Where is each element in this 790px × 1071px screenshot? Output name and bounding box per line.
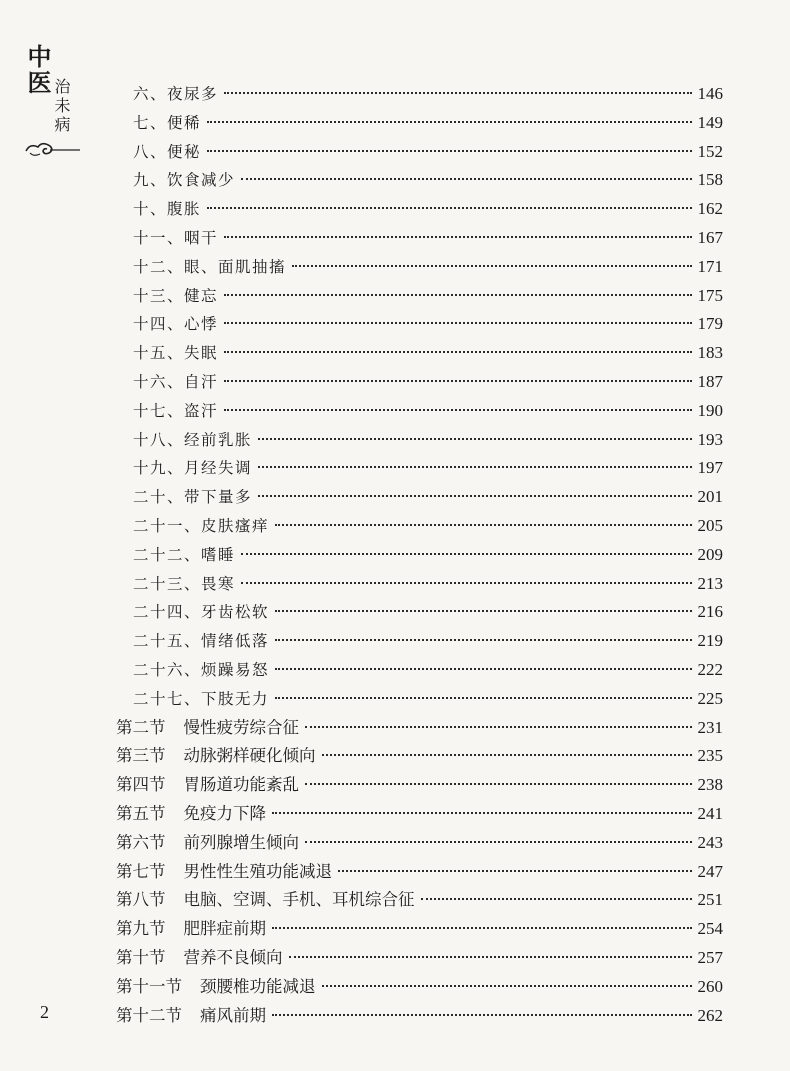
toc-subsection-entry[interactable] <box>133 687 723 709</box>
toc-entry-page: 209 <box>697 544 723 564</box>
toc-subsection-entry[interactable] <box>133 82 723 104</box>
toc-entry-page: 254 <box>697 919 723 939</box>
toc-entry-page: 183 <box>697 343 723 363</box>
toc-entry-page: 179 <box>697 314 723 334</box>
toc-section-number: 第八节 <box>116 890 166 910</box>
toc-section-entry[interactable] <box>116 973 723 997</box>
toc-entry-page: 152 <box>697 141 723 161</box>
toc-section-number: 第七节 <box>116 861 166 881</box>
toc-entry-title: 二十七、下肢无力 <box>133 689 270 708</box>
toc-section-number: 第十节 <box>116 948 166 967</box>
toc-entry-page: 190 <box>697 400 723 420</box>
dot-leader <box>241 178 691 180</box>
toc-entry-title: 二十六、烦躁易怒 <box>133 661 270 679</box>
toc-subsection-entry[interactable] <box>133 456 723 478</box>
toc-section-entry[interactable] <box>116 800 723 824</box>
dot-leader <box>224 92 691 94</box>
dot-leader <box>305 841 692 843</box>
toc-entry-page: 201 <box>697 487 723 507</box>
toc-entry-title: 动脉粥样硬化倾向 <box>183 746 316 766</box>
toc-entry-page: 167 <box>697 228 723 247</box>
toc-entry-page: 197 <box>697 458 723 478</box>
dot-leader <box>224 351 691 353</box>
toc-subsection-entry[interactable] <box>133 312 723 334</box>
toc-entry-title: 颈腰椎功能减退 <box>200 976 316 996</box>
toc-section-number: 第十二节 <box>116 1005 182 1025</box>
dot-leader <box>224 409 691 411</box>
dot-leader <box>224 380 691 382</box>
toc-section-entry[interactable] <box>116 858 723 882</box>
toc-entry-title: 电脑、空调、手机、耳机综合征 <box>183 890 415 910</box>
dot-leader <box>275 697 691 699</box>
dot-leader <box>289 956 692 958</box>
toc-entry-title: 十六、自汗 <box>133 373 219 391</box>
toc-entry-page: 257 <box>697 948 723 967</box>
dot-leader <box>322 754 692 756</box>
toc-entry-title: 二十五、情绪低落 <box>133 632 270 651</box>
book-brand <box>23 44 71 159</box>
toc-section-number: 第四节 <box>116 775 166 795</box>
toc-entry-page: 243 <box>697 832 723 852</box>
dot-leader <box>275 639 691 641</box>
toc-entry-page: 219 <box>697 631 723 651</box>
dot-leader <box>272 1014 692 1016</box>
toc-section-number: 第二节 <box>116 717 166 737</box>
toc-entry-page: 193 <box>697 429 723 449</box>
toc-entry-title: 前列腺增生倾向 <box>183 832 299 852</box>
toc-subsection-entry[interactable] <box>133 284 723 306</box>
toc-section-entry[interactable] <box>116 829 723 853</box>
toc-entry-title: 二十一、皮肤瘙痒 <box>133 517 270 535</box>
dot-leader <box>258 495 691 497</box>
toc-section-number: 第九节 <box>116 919 166 939</box>
toc-subsection-entry[interactable] <box>133 600 723 622</box>
page-number: 2 <box>40 1002 49 1022</box>
toc-entry-title: 慢性疲劳综合征 <box>183 717 299 737</box>
toc-entry-page: 222 <box>697 660 723 679</box>
toc-entry-page: 260 <box>697 976 723 996</box>
toc-section-entry[interactable] <box>116 915 723 939</box>
toc-section-entry[interactable] <box>116 714 723 738</box>
toc-entry-title: 二十、带下量多 <box>133 488 253 507</box>
dot-leader <box>272 812 692 814</box>
toc-subsection-entry[interactable] <box>133 428 723 450</box>
dot-leader <box>275 524 691 526</box>
toc-entry-page: 149 <box>697 112 723 132</box>
toc-entry-title: 十八、经前乳胀 <box>133 430 253 449</box>
toc-subsection-entry[interactable] <box>133 255 723 277</box>
toc-entry-page: 238 <box>697 775 723 795</box>
brand-title-large: 中医 <box>23 44 52 96</box>
toc-entry-title: 七、便稀 <box>133 113 202 132</box>
dot-leader <box>305 783 692 785</box>
toc-subsection-entry[interactable] <box>133 168 723 190</box>
toc-subsection-entry[interactable] <box>133 341 723 363</box>
toc-entry-title: 营养不良倾向 <box>183 948 283 967</box>
toc-entry-title: 八、便秘 <box>133 142 202 161</box>
dot-leader <box>272 927 692 929</box>
toc-entry-page: 235 <box>697 746 723 766</box>
dot-leader <box>258 466 691 468</box>
toc-entry-page: 187 <box>697 372 723 391</box>
toc-entry-page: 175 <box>697 285 723 305</box>
toc-entry-page: 225 <box>697 688 723 708</box>
toc-entry-title: 痛风前期 <box>200 1005 266 1025</box>
dot-leader <box>207 150 691 152</box>
toc-section-number: 第十一节 <box>116 976 182 996</box>
dot-leader <box>224 236 691 238</box>
toc-section-number: 第五节 <box>116 804 166 823</box>
dot-leader <box>207 121 691 123</box>
toc-entry-page: 162 <box>697 199 723 219</box>
toc-section-entry[interactable] <box>116 1002 723 1026</box>
dot-leader <box>241 582 691 584</box>
toc-entry-title: 免疫力下降 <box>183 804 266 823</box>
toc-subsection-entry[interactable] <box>133 485 723 507</box>
dot-leader <box>305 726 692 728</box>
dot-leader <box>241 553 691 555</box>
toc-subsection-entry[interactable] <box>133 514 723 536</box>
toc-section-entry[interactable] <box>116 944 723 968</box>
dot-leader <box>421 898 692 900</box>
toc-entry-page: 241 <box>697 804 723 823</box>
toc-entry-title: 二十二、嗜睡 <box>133 545 236 564</box>
toc-entry-title: 六、夜尿多 <box>133 85 219 103</box>
toc-subsection-entry[interactable] <box>133 111 723 133</box>
toc-subsection-entry[interactable] <box>133 197 723 219</box>
toc-entry-title: 十三、健忘 <box>133 286 219 305</box>
dot-leader <box>224 294 691 296</box>
toc-subsection-entry[interactable] <box>133 370 723 392</box>
toc-entry-page: 231 <box>697 717 723 737</box>
toc-entry-title: 十一、咽干 <box>133 229 219 247</box>
toc-section-entry[interactable] <box>116 742 723 766</box>
toc-subsection-entry[interactable] <box>133 140 723 162</box>
toc-entry-page: 146 <box>697 84 723 103</box>
dot-leader <box>275 610 691 612</box>
toc-subsection-entry[interactable] <box>133 543 723 565</box>
dot-leader <box>207 207 691 209</box>
dot-leader <box>292 265 691 267</box>
toc-entry-title: 肥胖症前期 <box>183 919 266 939</box>
toc-section-number: 第六节 <box>116 832 166 852</box>
toc-entry-title: 十七、盗汗 <box>133 401 219 420</box>
toc-entry-title: 十五、失眠 <box>133 344 219 363</box>
toc-entry-page: 171 <box>697 256 723 276</box>
brand-title-small: 治未病 <box>52 78 71 135</box>
toc-entry-title: 二十三、畏寒 <box>133 574 236 593</box>
toc-entry-page: 216 <box>697 602 723 622</box>
dot-leader <box>338 870 692 872</box>
toc-entry-title: 男性性生殖功能减退 <box>183 861 332 881</box>
dot-leader <box>275 668 691 670</box>
toc-section-entry[interactable] <box>116 771 723 795</box>
toc-entry-page: 158 <box>697 170 723 190</box>
toc-subsection-entry[interactable] <box>133 399 723 421</box>
toc-subsection-entry[interactable] <box>133 629 723 651</box>
toc-subsection-entry[interactable] <box>133 658 723 680</box>
toc-entry-page: 205 <box>697 516 723 535</box>
toc-entry-title: 胃肠道功能紊乱 <box>183 775 299 795</box>
toc-section-number: 第三节 <box>116 746 166 766</box>
toc-entry-title: 十、腹胀 <box>133 200 202 219</box>
toc-entry-page: 251 <box>697 890 723 910</box>
toc-entry-page: 247 <box>697 861 723 881</box>
toc-subsection-entry[interactable] <box>133 226 723 248</box>
toc-entry-title: 九、饮食减少 <box>133 171 236 190</box>
dot-leader <box>258 438 691 440</box>
toc-entry-title: 十九、月经失调 <box>133 459 253 478</box>
toc-entry-page: 262 <box>697 1005 723 1025</box>
toc-entry-title: 二十四、牙齿松软 <box>133 603 270 622</box>
toc-entry-page: 213 <box>697 573 723 593</box>
cloud-ornament-icon <box>24 141 82 159</box>
toc-entry-title: 十四、心悸 <box>133 315 219 334</box>
dot-leader <box>322 985 692 987</box>
dot-leader <box>224 322 691 324</box>
toc-section-entry[interactable] <box>116 886 723 910</box>
toc-subsection-entry[interactable] <box>133 572 723 594</box>
toc-entry-title: 十二、眼、面肌抽搐 <box>133 257 287 276</box>
